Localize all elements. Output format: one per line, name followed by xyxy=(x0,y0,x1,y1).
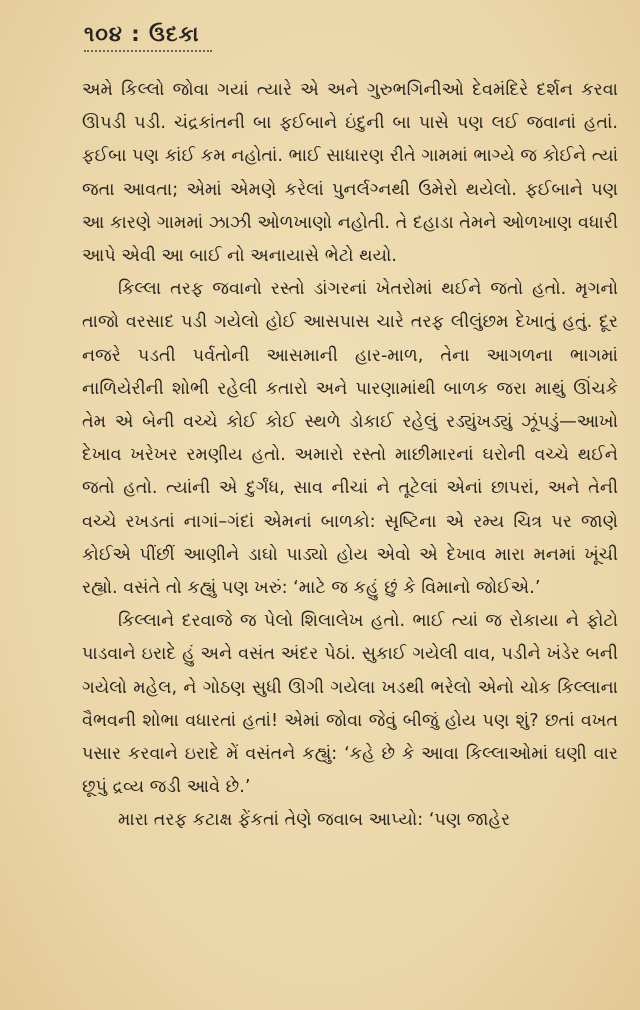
page-number: ૧૦૪ xyxy=(84,22,123,46)
header-rule xyxy=(84,50,212,52)
running-header xyxy=(84,22,200,47)
paragraph-1: અમે કિલ્લો જોવા ગયાં ત્યારે એ અને ગુરુભગિનીઓ દેવમંદિરે દર્શન કરવા ઊપડી પડી. ચંદ્રકાંતની બા ફઈબાને ઇંદુની બા પાસે પણ લઈ જવાનાં હતાં. ફઈબા પણ કાંઈ કમ નહોતાં. ભાઈ સાધારણ રીતે ગામમાં ભાગ્યે જ કોઈને ત્યાં જતા આવતા; એમાં એમણે કરેલાં પુનર્લગ્નથી ઉમેરો થયેલો. ફઈબાને પણ આ કારણે ગામમાં ઝાઝી ઓળખાણો નહોતી. તે દહાડા તેમને ઓળખાણ વધારી આપે એવી આ બાઈ નો અનાયાસે ભેટો થયો. xyxy=(82,80,618,267)
paragraph-3: કિલ્લાને દરવાજે જ પેલો શિલાલેખ હતો. ભાઈ ત્યાં જ રોકાયા ને ફોટો પાડવાને ઇરાદે હું અને વસંત અંદર પેઠાં. સુકાઈ ગયેલી વાવ, પડીને ખંડેર બની ગયેલો મહેલ, ને ગોઠણ સુધી ઊગી ગયેલા ખડથી ભરેલો એનો ચોક કિલ્લાના વૈભવની શોભા વધારતાં હતાં! એમાં જોવા જેવું બીજું હોય પણ શું? છતાં વખત પસાર કરવાને ઇરાદે મેં વસંતને કહ્યું: ‘કહે છે કે આવા કિલ્લાઓમાં ઘણી વાર છૂપું દ્રવ્ય જડી આવે છે.’ xyxy=(82,611,618,798)
header-separator: : xyxy=(131,22,141,46)
paragraph-2: કિલ્લા તરફ જવાનો રસ્તો ડાંગરનાં ખેતરોમાં થઈને જતો હતો. મૃગનો તાજો વરસાદ પડી ગયેલો હોઈ આસપાસ ચારે તરફ લીલુંછમ દેખાતું હતું. દૂર નજરે પડતી પર્વતોની આસમાની હાર-માળ, તેના આગળના ભાગમાં નાળિયેરીની શોભી રહેલી કતારો અને પારણામાંથી બાળક જરા માથું ઊંચકે તેમ એ બેની વચ્ચે કોઈ કોઈ સ્થળે ડોકાઈ રહેલું રડ્યુંખડ્યું ઝૂંપડું—આખો દેખાવ ખરેખર રમણીય હતો. અમારો રસ્તો માછીમારનાં ઘરોની વચ્ચે થઈને જતો હતો. ત્યાંની એ દુર્ગંધ, સાવ નીચાં ને તૂટેલાં એનાં છાપરાં, અને તેની વચ્ચે રખડતાં નાગાં–ગંદાં એમનાં બાળકો: સૃષ્ટિના એ રમ્ય ચિત્ર પર જાણે કોઈએ પીંછીં આણીને ડાઘો પાડ્યો હોય એવો એ દેખાવ મારા મનમાં ખૂંચી રહ્યો. વસંતે તો કહ્યું પણ ખરું: ‘માટે જ કહું છું કે વિમાનો જોઈએ.’ xyxy=(82,279,618,599)
body-text xyxy=(82,74,618,838)
book-title: ઉદકા xyxy=(148,22,200,46)
paragraph-4: મારા તરફ કટાક્ષ ફેંકતાં તેણે જવાબ આપ્યો: ‘પણ જાહેર xyxy=(118,810,511,831)
